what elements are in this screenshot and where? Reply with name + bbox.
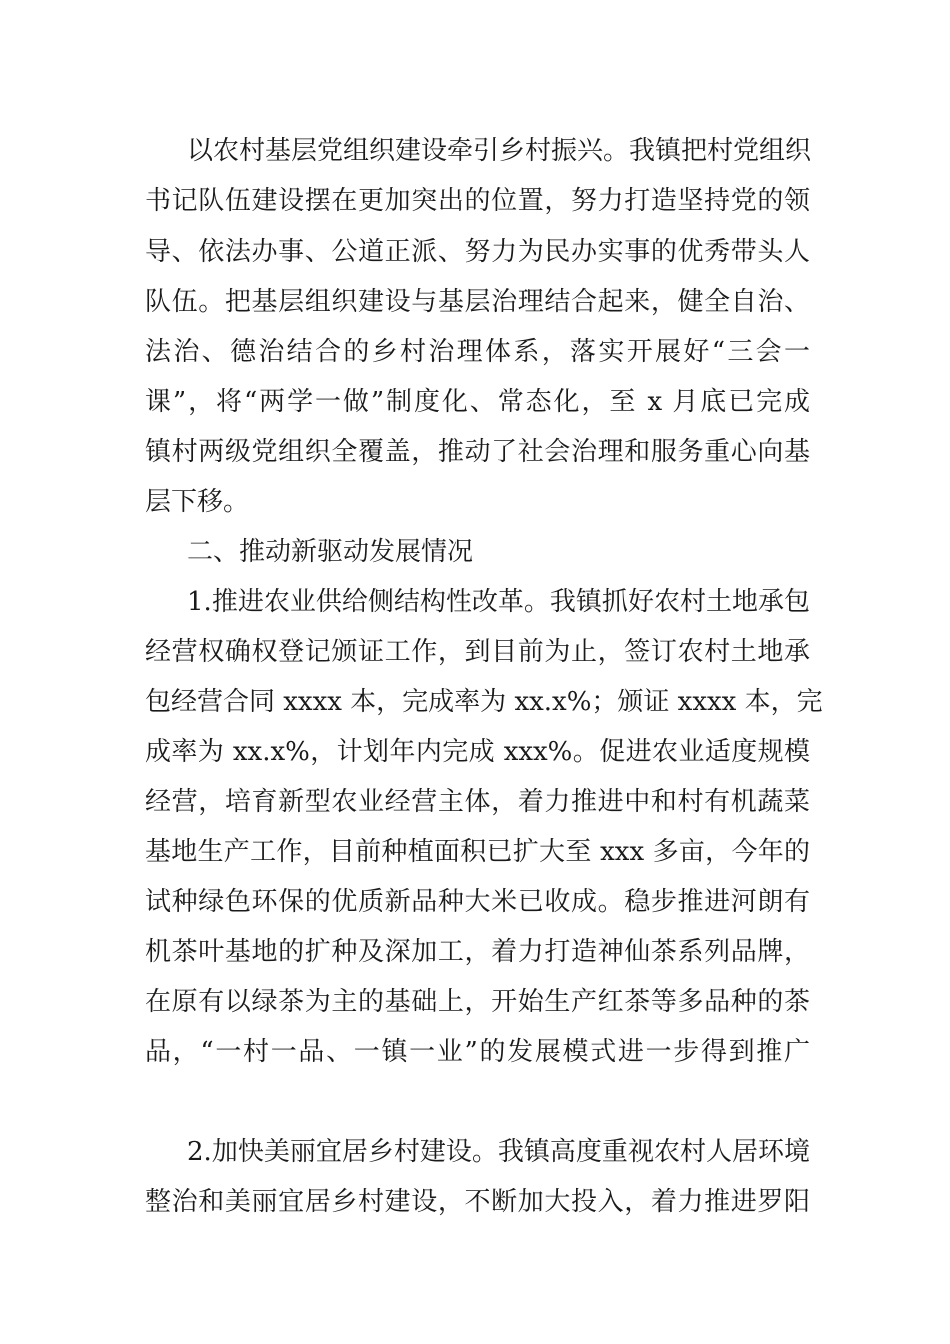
paragraph-line: 试种绿色环保的优质新品种大米已收成。稳步推进河朗有 bbox=[145, 887, 810, 917]
paragraph-line: 成率为 xx.x%，计划年内完成 xxx%。促进农业适度规模 bbox=[145, 737, 810, 767]
paragraph-line: 层下移。 bbox=[145, 487, 250, 517]
paragraph-line: 经营权确权登记颁证工作，到目前为止，签订农村土地承 bbox=[145, 637, 810, 667]
paragraph-line: 以农村基层党组织建设牵引乡村振兴。我镇把村党组织 bbox=[187, 136, 812, 166]
paragraph-line: 整治和美丽宜居乡村建设，不断加大投入，着力推进罗阳 bbox=[145, 1187, 810, 1217]
paragraph-line: 队伍。把基层组织建设与基层治理结合起来，健全自治、 bbox=[145, 287, 810, 317]
paragraph-line: 课”，将“两学一做”制度化、常态化，至 x 月底已完成 bbox=[145, 387, 810, 417]
paragraph-line: 在原有以绿茶为主的基础上，开始生产红茶等多品种的茶 bbox=[145, 987, 810, 1017]
paragraph-line: 2.加快美丽宜居乡村建设。我镇高度重视农村人居环境 bbox=[187, 1137, 810, 1167]
paragraph-line: 书记队伍建设摆在更加突出的位置，努力打造坚持党的领 bbox=[145, 186, 810, 216]
paragraph-line: 1.推进农业供给侧结构性改革。我镇抓好农村土地承包 bbox=[187, 587, 810, 617]
section-heading: 二、推动新驱动发展情况 bbox=[187, 537, 474, 567]
paragraph-line: 导、依法办事、公道正派、努力为民办实事的优秀带头人 bbox=[145, 237, 810, 267]
paragraph-line: 包经营合同 xxxx 本，完成率为 xx.x%；颁证 xxxx 本，完 bbox=[145, 687, 823, 717]
paragraph-line: 基地生产工作，目前种植面积已扩大至 xxx 多亩，今年的 bbox=[145, 837, 810, 867]
paragraph-line: 机茶叶基地的扩种及深加工，着力打造神仙茶系列品牌， bbox=[145, 937, 810, 967]
paragraph-line: 品，“一村一品、一镇一业”的发展模式进一步得到推广 bbox=[145, 1037, 810, 1067]
paragraph-line: 经营，培育新型农业经营主体，着力推进中和村有机蔬菜 bbox=[145, 787, 810, 817]
paragraph-line: 镇村两级党组织全覆盖，推动了社会治理和服务重心向基 bbox=[145, 437, 810, 467]
paragraph-line: 法治、德治结合的乡村治理体系，落实开展好“三会一 bbox=[145, 337, 810, 367]
